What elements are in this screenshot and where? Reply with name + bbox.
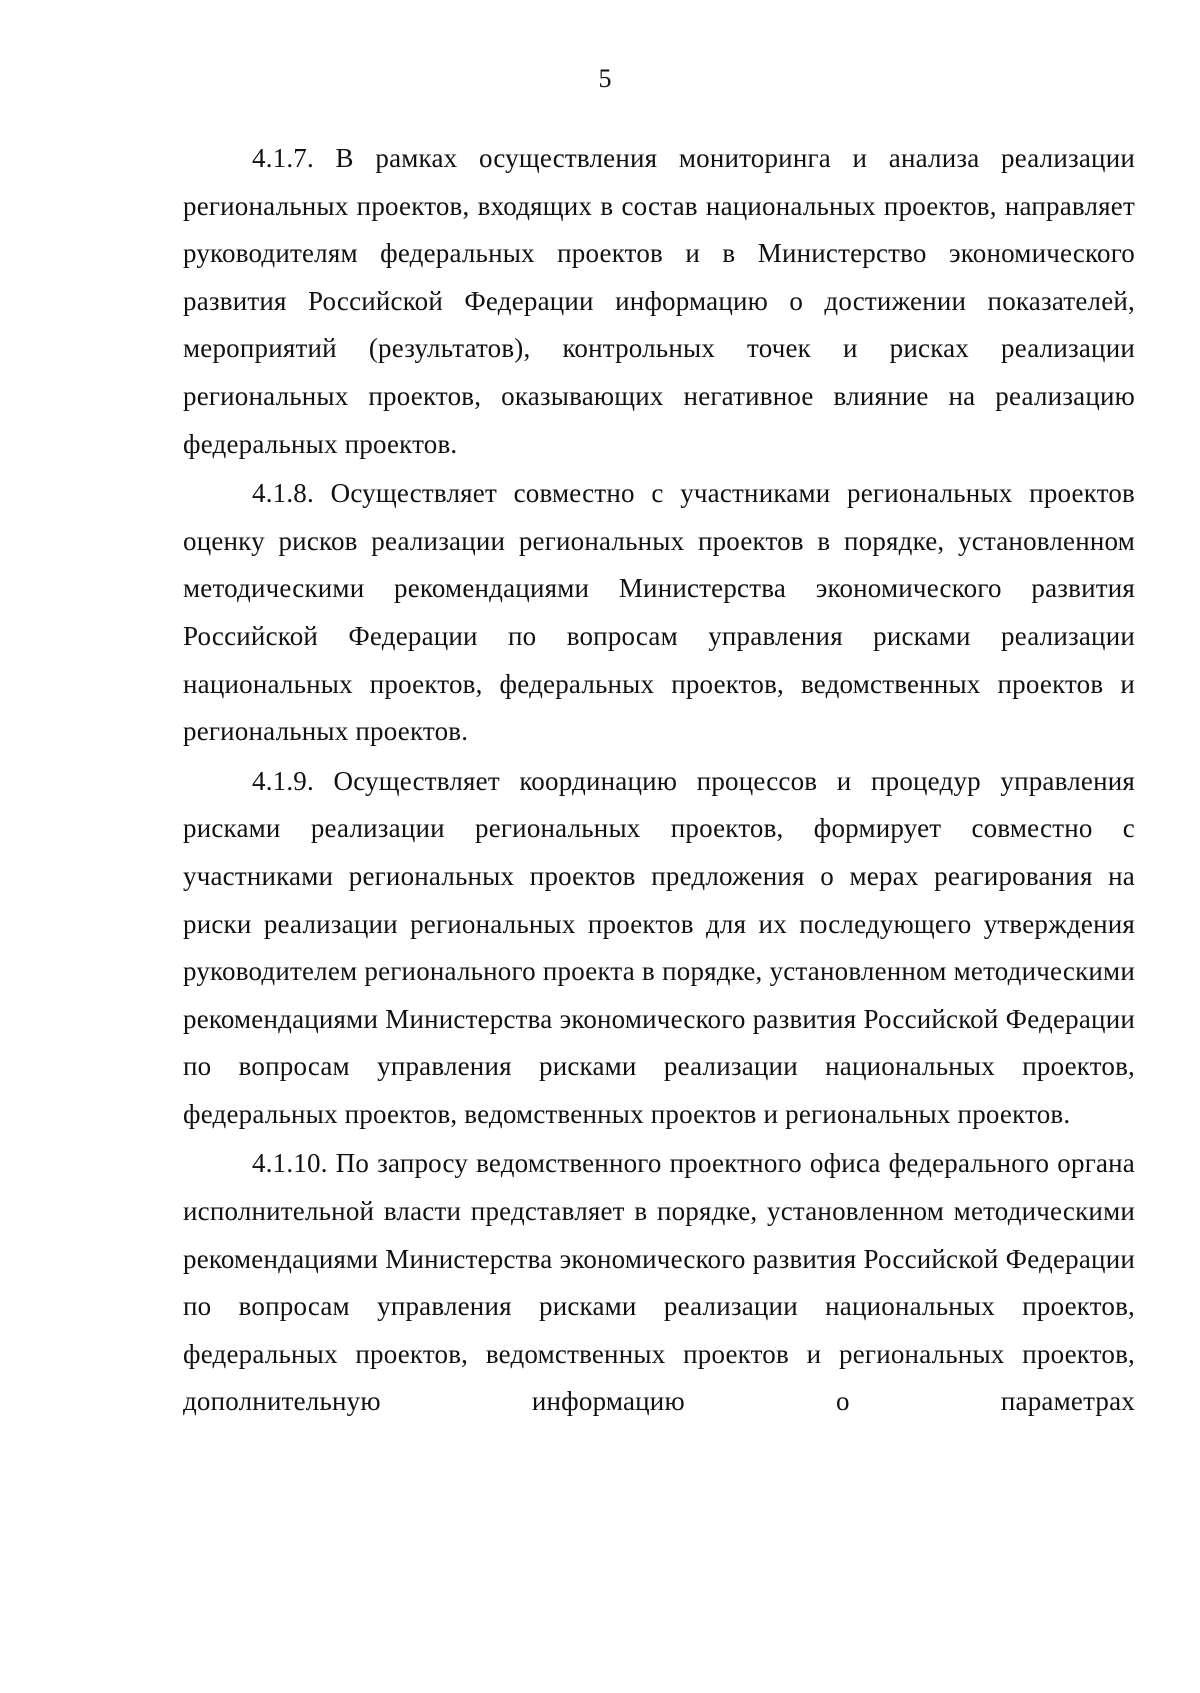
page-number: 5 bbox=[598, 64, 612, 93]
paragraph-4-1-8: 4.1.8. Осуществляет совместно с участниками региональных проектов оценку рисков реализации региональных проектов в порядке, установленном методическими рекомендациями Министерства экономического развития Российской Федерации по вопросам управления рисками реализации национальных проектов, федеральных проектов, ведомственных проектов и региональных проектов. bbox=[183, 478, 1135, 747]
paragraph-4-1-10: 4.1.10. По запросу ведомственного проектного офиса федерального органа исполнительной власти представляет в порядке, установленном методическими рекомендациями Министерства экономического развития Российской Федерации по вопросам управления рисками реализации национальных проектов, федеральных проектов, ведомственных проектов и региональных проектов, дополнительную информацию о параметрах bbox=[183, 1148, 1135, 1417]
paragraph-4-1-9: 4.1.9. Осуществляет координацию процессов и процедур управления рисками реализации региональных проектов, формирует совместно с участниками региональных проектов предложения о мерах реагирования на риски реализации региональных проектов для их последующего утверждения руководителем регионального проекта в порядке, установленном методическими рекомендациями Министерства экономического развития Российской Федерации по вопросам управления рисками реализации национальных проектов, федеральных проектов, ведомственных проектов и региональных проектов. bbox=[183, 765, 1135, 1129]
paragraph-4-1-7: 4.1.7. В рамках осуществления мониторинга и анализа реализации региональных проектов, входящих в состав национальных проектов, направляет руководителям федеральных проектов и в Министерство экономического развития Российской Федерации информацию о достижении показателей, мероприятий (результатов), контрольных точек и рисках реализации региональных проектов, оказывающих негативное влияние на реализацию федеральных проектов. bbox=[183, 143, 1135, 459]
document-body bbox=[183, 135, 1135, 1428]
